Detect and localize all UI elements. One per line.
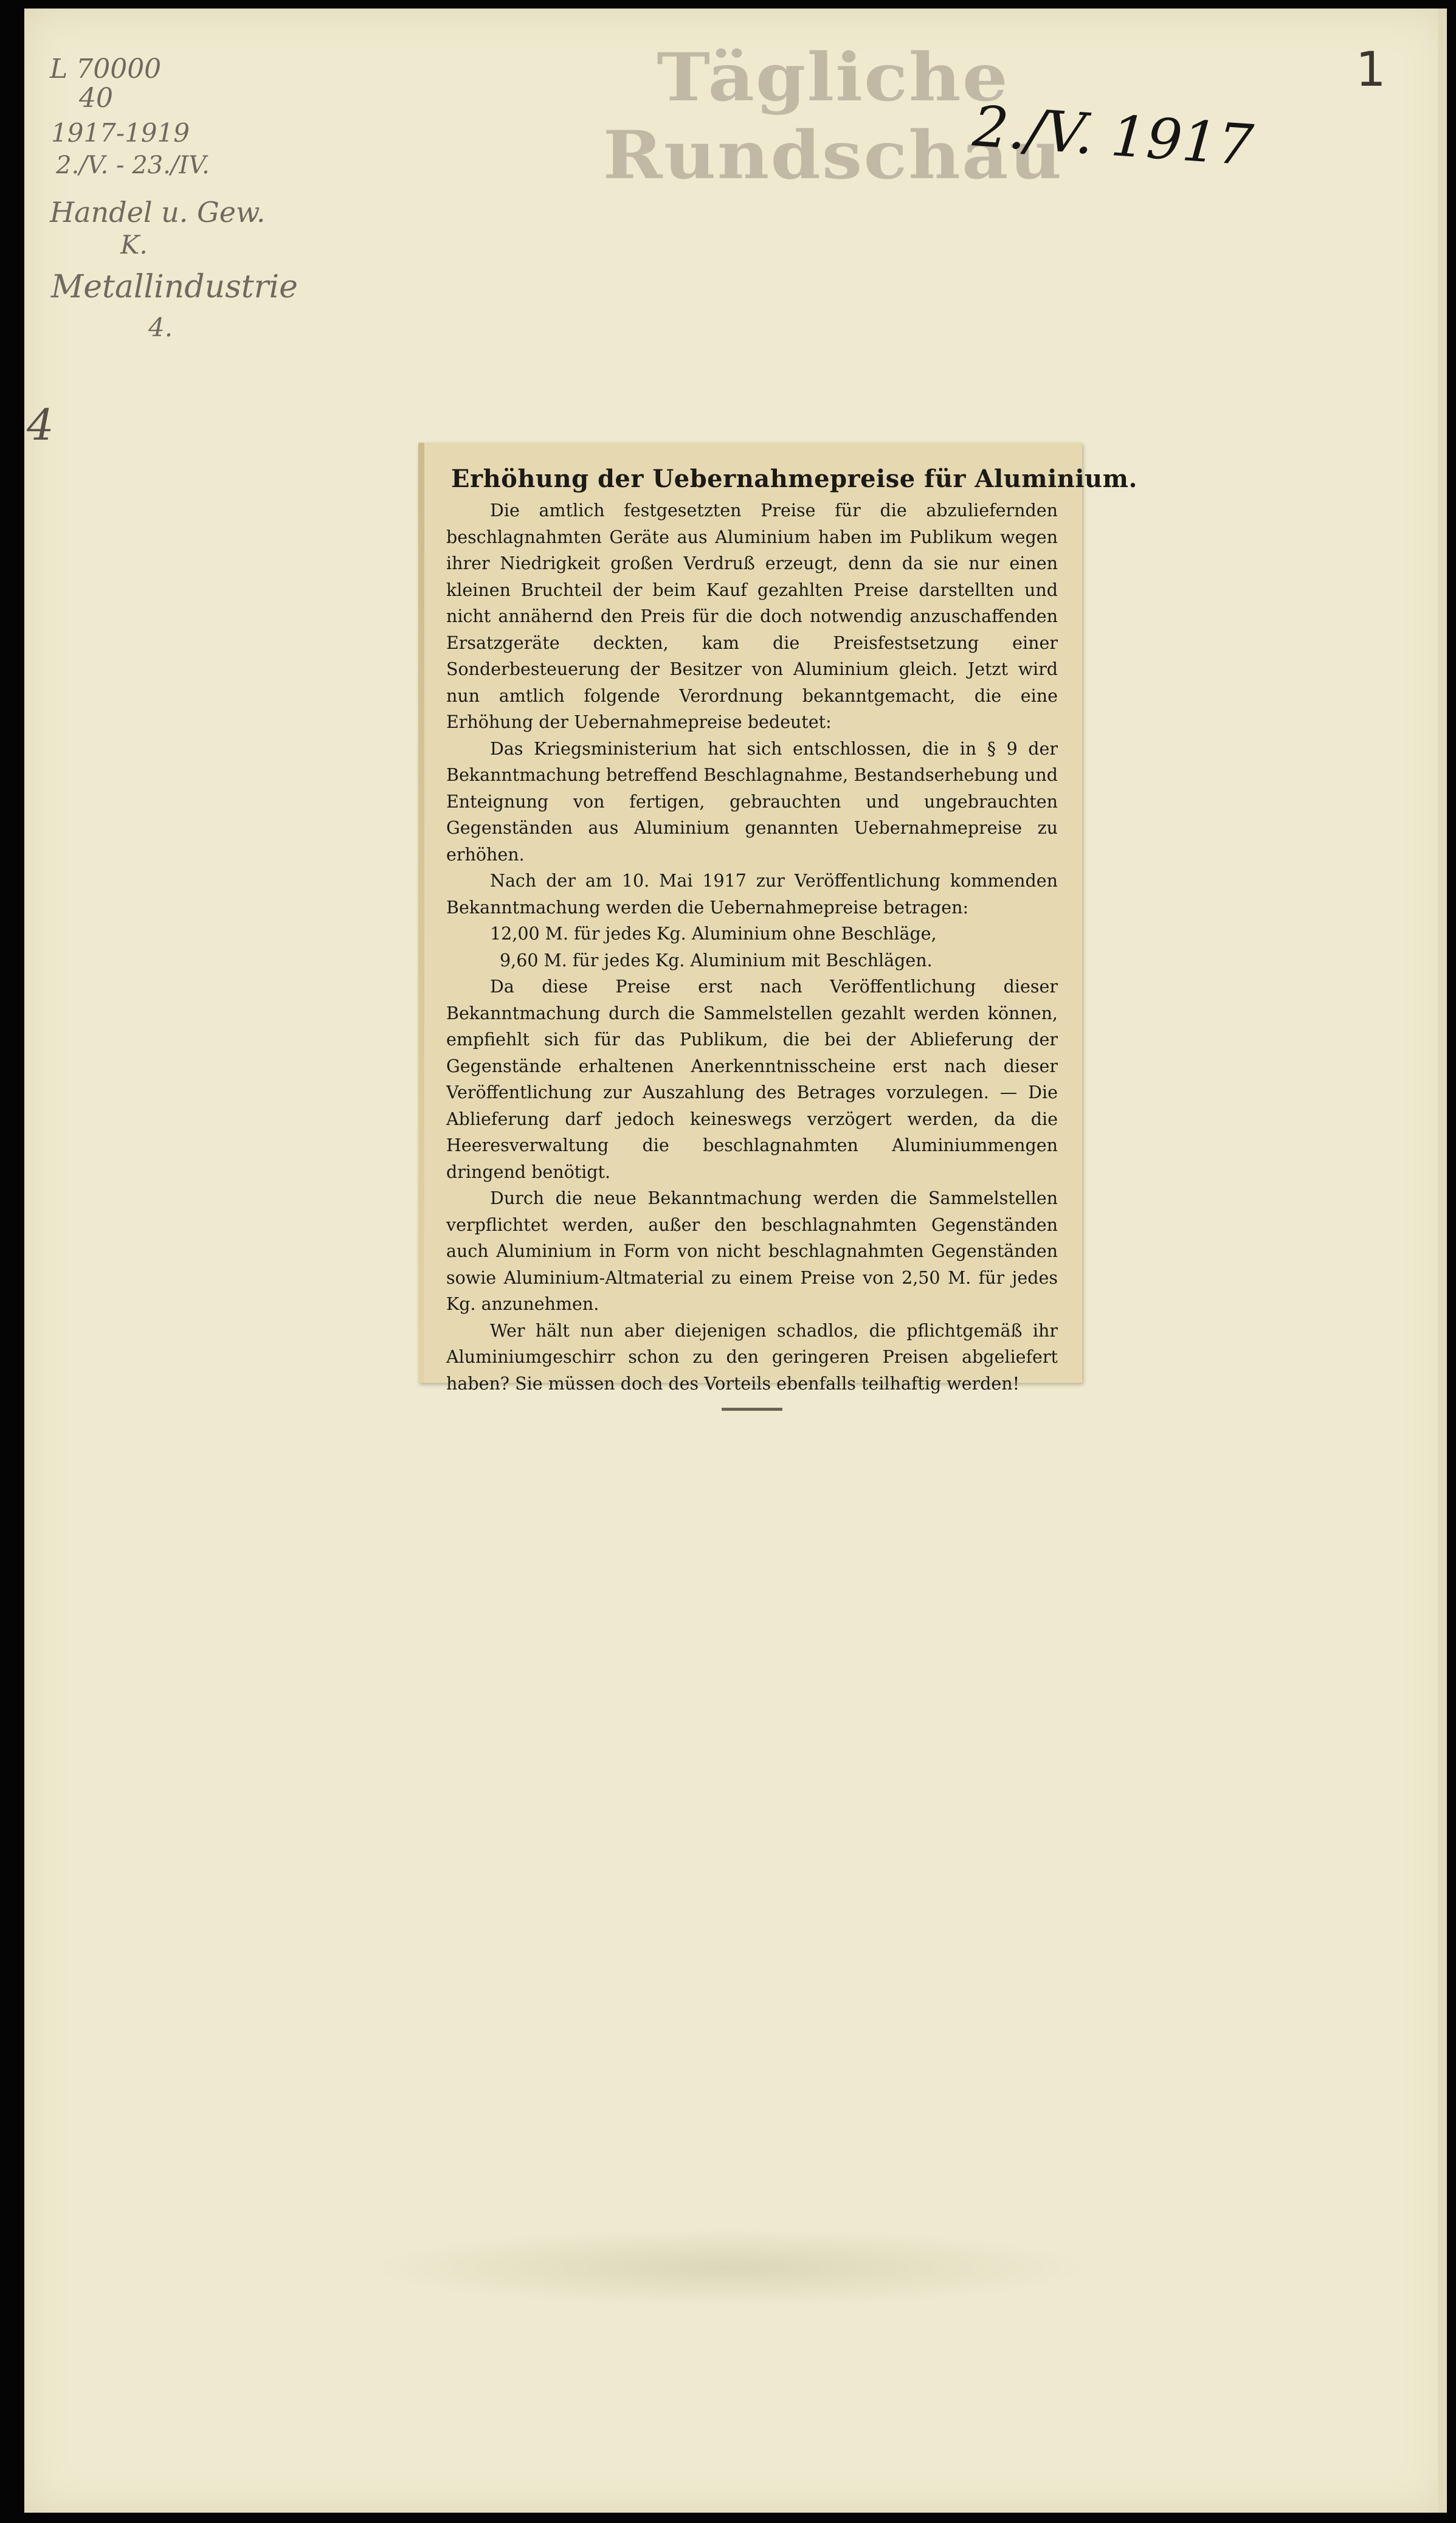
- archive-note-subject: Metallindustrie: [51, 269, 298, 305]
- handwritten-date: 2./V. 1917: [970, 94, 1255, 178]
- archive-note-years: 1917-1919: [51, 118, 190, 148]
- clipping-paragraph: Durch die neue Bekanntmachung werden die Sammelstellen verpflichtet werden, außer den beschlagnahmten Gegenständen auch Aluminium in Form von nicht beschlagnahmten Gegenständen sowie Aluminium-Altmaterial zu einem Preise von 2,50 M. für jedes Kg. anzunehmen.: [446, 1188, 1058, 1314]
- clipping-paragraph: Nach der am 10. Mai 1917 zur Veröffentlichung kommenden Bekanntmachung werden die Uebernahmepreise betragen:: [446, 871, 1058, 918]
- page-number: 1: [1356, 43, 1386, 97]
- archive-note-category: Handel u. Gew.: [50, 196, 266, 229]
- archive-note-letter: K.: [120, 230, 148, 260]
- clipping-paragraph: Wer hält nun aber diejenigen schadlos, die pflichtgemäß ihr Aluminiumgeschirr schon zu den geringeren Preisen abgeliefert haben? Sie müssen doch des Vorteils ebenfalls teilhaftig werden!: [446, 1320, 1058, 1394]
- margin-mark: 4: [27, 400, 54, 450]
- clipping-paragraph: Das Kriegsministerium hat sich entschlossen, die in § 9 der Bekanntmachung betreffend Beschlagnahme, Bestandserhebung und Enteignung von fertigen, gebrauchten und ungebrauchten Gegenständen aus Aluminium genannten Uebernahmepreise zu erhöhen.: [446, 738, 1058, 865]
- end-rule: [722, 1408, 782, 1411]
- clipping-paragraph: Die amtlich festgesetzten Preise für die abzuliefernden beschlagnahmten Geräte aus Aluminium haben im Publikum wegen ihrer Niedrigkeit großen Verdruß erzeugt, denn da sie nur einen kleinen Bruchteil der beim Kauf gezahlten Preise darstellten und nicht annähernd den Preis für die doch notwendig anzuschaffenden Ersatzgeräte deckten, kam die Preisfestsetzung einer Sonderbesteuerung der Besitzer von Aluminium gleich. Jetzt wird nun amtlich folgende Verordnung bekanntgemacht, die eine Erhöhung der Uebernahmepreise bedeutet:: [446, 500, 1058, 732]
- price-line-with-fittings: 9,60 M. für jedes Kg. Aluminium mit Beschlägen.: [500, 950, 933, 971]
- price-list: [490, 921, 1058, 974]
- clipping-paragraph: Da diese Preise erst nach Veröffentlichung dieser Bekanntmachung durch die Sammelstellen gezahlt werden können, empfiehlt sich für das Publikum, die bei der Ablieferung der Gegenstände erhaltenen Anerkenntnisscheine erst nach dieser Veröffentlichung zur Auszahlung des Betrages vorzulegen. — Die Ablieferung darf jedoch keineswegs verzögert werden, da die Heeresverwaltung die beschlagnahmten Aluminiummengen dringend benötigt.: [446, 977, 1058, 1182]
- price-line-without-fittings: 12,00 M. für jedes Kg. Aluminium ohne Beschläge,: [490, 924, 937, 944]
- archive-note-signature: L 70000: [50, 54, 162, 85]
- archive-note-number: 40: [79, 83, 113, 114]
- clipping-edge: [418, 443, 424, 1383]
- newspaper-clipping: [418, 443, 1137, 1394]
- archive-note-index: 4.: [148, 313, 173, 342]
- clipping-title: Erhöhung der Uebernahmepreise für Aluminium.: [451, 465, 1137, 493]
- sheet-edge: [1438, 9, 1447, 2513]
- paper-stain: [365, 2228, 1094, 2307]
- archive-note-dates: 2./V. - 23./IV.: [56, 151, 210, 179]
- newspaper-stamp: Tägliche Rundschau: [602, 38, 1063, 194]
